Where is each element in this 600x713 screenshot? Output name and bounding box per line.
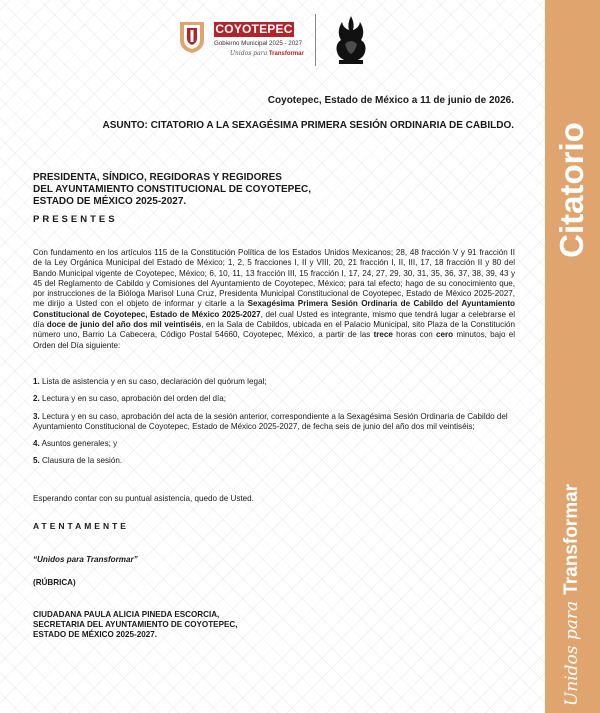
side-title: Citatorio [553,122,590,258]
agenda-text: Asuntos generales; y [39,439,118,449]
agenda-number: 4. [33,439,40,449]
brand-tag-script: Unidos para [230,50,268,57]
brand-tag-bold: Transformar [268,51,304,57]
addressee-line: PRESIDENTA, SÍNDICO, REGIDORAS Y REGIDORES [33,172,282,183]
agenda-text: Clausura de la sesión. [39,456,123,466]
signer-line: CIUDADANA PAULA ALICIA PINEDA ESCORCIA, [33,610,220,619]
agenda-number: 5. [33,456,40,466]
agenda-item [33,439,515,449]
brand-subtitle: Gobierno Municipal 2025 - 2027 [214,40,303,47]
agenda-number: 3. [33,411,40,421]
agenda-item [33,456,515,466]
logo-divider [315,14,316,66]
presentes-heading: PRESENTES [33,214,118,225]
brand-tagline [230,50,304,57]
side-slogan-bold: Transformar [561,483,582,595]
session-name: Sexagésima Primera Sesión Ordinaria de Cabildo del Ayuntamiento Constitucional de Coyotepec, Estado de México 2025-2027 [33,299,515,319]
body-text: Con fundamento en los artículos 115 de la Constitución Política de los Estados Unidos Mexicanos; 28, 48 fracción V y 91 fracción II de la Ley Orgánica Municipal del Estado de México; 1, 2, 5 fracciones I, II y VIII, 20, 21 fracción I, II, III, 17, 18 fracción II y 80 del Bando Municipal vigente de Coyotepec, México; 6, 10, 11, 13 fracción III, 15 fracción I, 17, 24, 27, 29, 30, 31, 35, 36, 37, 38, 39, 43 y 45 del Reglamento de Cabildo y Comisiones del Ayuntamiento de Coyotepec, México; para tal efecto; hago de su conocimiento que, por instrucciones de la Bióloga Marisol Luna Cruz, Presidenta Municipal Constitucional de Coyotepec, Estado de México 2025-2027, me dirijo a Usted con el objeto de informar y citarle a la [33,248,515,309]
agenda-text: Lectura y en su caso, aprobación del acta de la sesión anterior, correspondiente a la Sexagésima Sesión Ordinaria de Cabildo del Ayuntamiento Constitucional de Coyotepec, Estado de México 2025-2027, de fecha seis de junio del año dos mil veintiséis; [33,411,508,431]
shield-logo-icon [178,20,206,54]
brand-name: COYOTEPEC [215,22,293,36]
addressee-block [33,172,311,208]
signer-line: ESTADO DE MÉXICO 2025-2027. [33,630,157,639]
agenda-text: Lista de asistencia y en su caso, declaración del quórum legal; [39,377,267,386]
body-paragraph [33,248,515,351]
body-text: minutos, bajo el Orden del Día siguiente: [33,330,516,350]
agenda-text: Lectura y en su caso, aprobación del orden del día; [39,394,227,404]
side-slogan [561,484,583,706]
agenda-list [33,377,515,474]
addressee-line: DEL AYUNTAMIENTO CONSTITUCIONAL DE COYOTEPEC, [33,184,311,195]
motto: “Unidos para Transformar” [33,555,138,564]
session-hour: trece [373,330,393,340]
rubrica: (RÚBRICA) [33,578,76,587]
signer-line: SECRETARIA DEL AYUNTAMIENTO DE COYOTEPEC, [33,620,238,629]
coyote-emblem-icon [333,14,369,66]
session-date: doce de junio del año dos mil veintiséis [46,320,202,330]
closing-line: Esperando contar con su puntual asistencia, quedo de Usted. [33,494,254,503]
agenda-item [33,377,515,387]
agenda-number: 2. [33,394,40,404]
signer-block [33,610,237,640]
addressee-line: ESTADO DE MÉXICO 2025-2027. [33,196,187,207]
body-text: , en la Sala de Cabildos, ubicada en el Palacio Municipal, sito Plaza de la Constitución número uno, Barrio La Cabecera, Código Postal 54660, Coyotepec, México, a partir de las [33,320,515,340]
agenda-item [33,394,515,404]
agenda-item [33,412,515,433]
session-minutes: cero [435,330,454,340]
subject-line: ASUNTO: CITATORIO A LA SEXAGÉSIMA PRIMERA SESIÓN ORDINARIA DE CABILDO. [102,120,514,131]
body-text: horas con [392,330,436,340]
body-text: , del cual Usted es integrante, mismo que tendrá lugar a celebrarse el día [33,309,515,330]
atentamente-heading: ATENTAMENTE [33,521,129,531]
agenda-number: 1. [33,377,40,386]
date-line: Coyotepec, Estado de México a 11 de junio de 2026. [267,95,514,106]
side-slogan-script: Unidos para [562,600,582,707]
